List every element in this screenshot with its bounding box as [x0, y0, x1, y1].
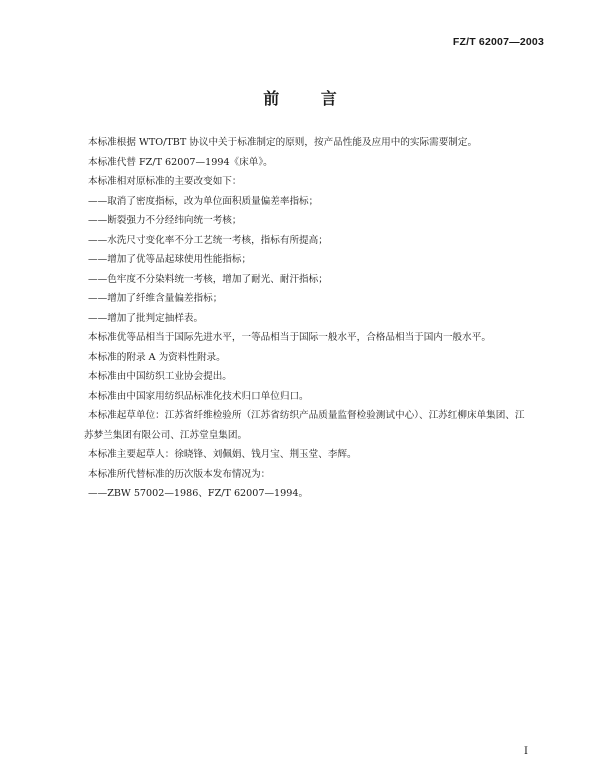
paragraph: 本标准代替 FZ/T 62007—1994《床单》。 [88, 156, 273, 168]
paragraph: 本标准主要起草人：徐晓锋、刘佩娟、钱月宝、荆玉堂、李辉。 [88, 449, 357, 460]
list-item: ——取消了密度指标，改为单位面积质量偏差率指标； [88, 195, 319, 207]
standard-code: FZ/T 62007—2003 [452, 36, 544, 48]
paragraph: 本标准所代替标准的历次版本发布情况为： [88, 468, 271, 480]
list-item: ——水洗尺寸变化率不分工艺统一考核，指标有所提高； [88, 234, 328, 246]
list-item: ——断裂强力不分经纬向统一考核； [88, 215, 242, 226]
paragraph: 本标准优等品相当于国际先进水平，一等品相当于国际一般水平，合格品相当于国内一般水平。 [88, 332, 491, 343]
paragraph: 本标准的附录 A 为资料性附录。 [88, 351, 226, 363]
foreword-body [84, 133, 534, 504]
page-number: I [524, 746, 528, 757]
list-item: ——增加了优等品起球使用性能指标； [88, 254, 252, 265]
paragraph: 本标准起草单位：江苏省纤维检验所（江苏省纺织产品质量监督检验测试中心）、江苏红柳床单集团、江苏梦兰集团有限公司、江苏堂皇集团。 [84, 410, 525, 441]
list-item: ——色牢度不分染料统一考核，增加了耐光、耐汗指标； [88, 273, 328, 285]
page-title: 前 言 [263, 89, 355, 108]
paragraph: 本标准相对原标准的主要改变如下： [88, 176, 242, 187]
list-item: ——增加了纤维含量偏差指标； [88, 293, 223, 304]
list-item: ——增加了批判定抽样表。 [88, 312, 204, 324]
paragraph: 本标准根据 WTO/TBT 协议中关于标准制定的原则，按产品性能及应用中的实际需要制定。 [88, 137, 478, 148]
list-item: ——ZBW 57002—1986、FZ/T 62007—1994。 [88, 488, 309, 499]
paragraph: 本标准由中国家用纺织品标准化技术归口单位归口。 [88, 390, 309, 402]
paragraph: 本标准由中国纺织工业协会提出。 [88, 371, 232, 382]
